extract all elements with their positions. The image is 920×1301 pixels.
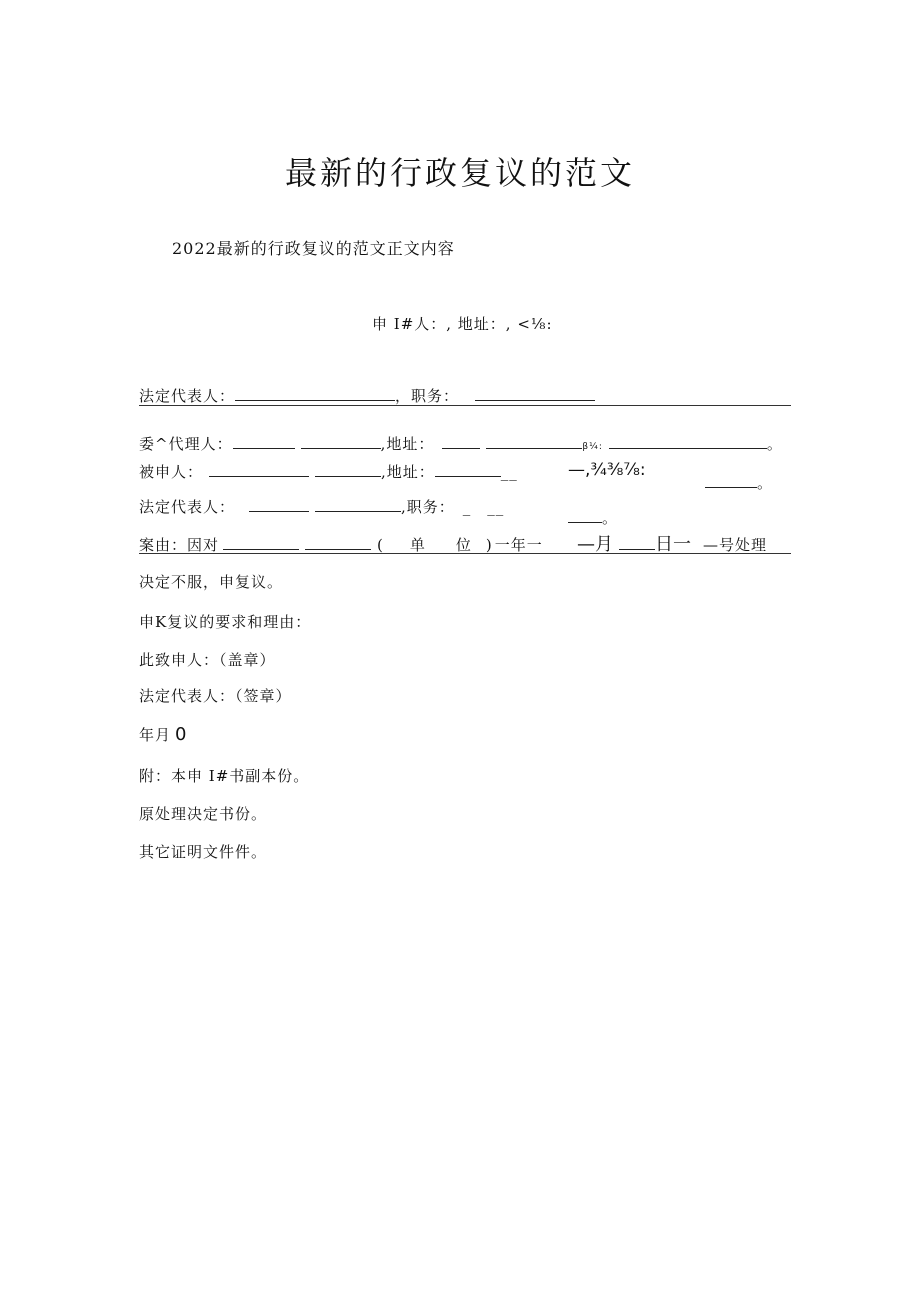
- entrusted-blank-2[interactable]: [301, 434, 381, 449]
- respondent-address-blank[interactable]: [435, 462, 501, 477]
- entrusted-address-blank-1[interactable]: [442, 434, 480, 449]
- case-month: —月: [577, 534, 613, 555]
- unit-char-a: 单: [409, 536, 426, 554]
- respondent-address-label: ,地址：: [381, 463, 435, 481]
- legal-rep-2-blank-1[interactable]: [249, 497, 309, 512]
- date-zero: 0: [175, 724, 188, 745]
- entrusted-agent-row: [139, 433, 783, 454]
- respondent-blank-1[interactable]: [209, 462, 309, 477]
- respondent-end: 。: [757, 474, 774, 492]
- legal-rep-2-blank-2[interactable]: [315, 497, 401, 512]
- respondent-blank-2[interactable]: [315, 462, 381, 477]
- case-suffix: —号处理: [703, 536, 768, 554]
- case-day-blank[interactable]: [619, 533, 655, 550]
- document-subtitle: 2022最新的行政复议的范文正文内容: [172, 239, 455, 258]
- position-blank[interactable]: [475, 386, 595, 401]
- paragraph-decision: 决定不服，申复议。: [139, 573, 284, 591]
- entrusted-blank-1[interactable]: [233, 434, 295, 449]
- unit-char-b: 位: [455, 536, 472, 554]
- legal-rep-2-label: 法定代表人：: [139, 498, 236, 516]
- entrusted-label: 委^代理人：: [139, 435, 233, 453]
- case-day: 日一: [655, 534, 691, 555]
- paragraph-original-decision: 原处理决定书份。: [139, 805, 268, 823]
- unit-open: (: [377, 536, 384, 554]
- respondent-dash: __: [500, 463, 518, 481]
- rule-2: [139, 553, 791, 554]
- rule-1: [139, 405, 791, 406]
- position-label: ，职务：: [395, 387, 460, 405]
- legal-rep-2-short-1: _: [462, 498, 472, 516]
- respondent-tail-blank[interactable]: [705, 473, 757, 488]
- legal-rep-row-2: [139, 496, 504, 517]
- date-label: 年月: [139, 726, 172, 744]
- entrusted-end: 。: [766, 435, 783, 453]
- legal-rep-2-end: 。: [602, 509, 619, 527]
- respondent-tail-row: [705, 472, 773, 493]
- legal-rep-label: 法定代表人：: [139, 387, 236, 405]
- respondent-tail: —,¾⅜⅞:: [568, 460, 646, 480]
- paragraph-rep-signature: 法定代表人：（签章）: [139, 687, 292, 705]
- case-year: 一年一: [494, 536, 543, 554]
- case-blank-1[interactable]: [223, 535, 299, 550]
- respondent-label: 被申人：: [139, 463, 204, 481]
- legal-rep-2-tail-blank[interactable]: [568, 508, 602, 523]
- case-blank-2[interactable]: [305, 535, 371, 550]
- paragraph-request: 申K复议的要求和理由：: [139, 613, 312, 631]
- entrusted-address-blank-2[interactable]: [486, 434, 582, 449]
- case-label: 案由：因对: [139, 536, 220, 554]
- legal-rep-2-short-2: __: [487, 498, 505, 516]
- applicant-line: 申 I#人：, 地址：, <⅛:: [372, 315, 553, 333]
- legal-rep-2-position-label: ,职务：: [401, 498, 455, 516]
- legal-rep-blank[interactable]: [235, 386, 395, 401]
- respondent-row: [139, 461, 518, 482]
- paragraph-date: [139, 724, 187, 745]
- entrusted-tail-label: β¼:: [582, 442, 603, 452]
- legal-rep-row-1: [139, 385, 595, 406]
- paragraph-applicant-seal: 此致申人：（盖章）: [139, 651, 276, 669]
- unit-close: ): [485, 536, 493, 554]
- document-title: 最新的行政复议的范文: [284, 154, 635, 192]
- legal-rep-2-tail-row: [568, 507, 618, 528]
- entrusted-tail-blank[interactable]: [609, 434, 767, 449]
- case-row: [139, 534, 543, 555]
- entrusted-address-label: ,地址：: [380, 435, 435, 453]
- paragraph-other-docs: 其它证明文件件。: [139, 843, 268, 861]
- paragraph-attachment: 附：本申 I#书副本份。: [139, 767, 310, 785]
